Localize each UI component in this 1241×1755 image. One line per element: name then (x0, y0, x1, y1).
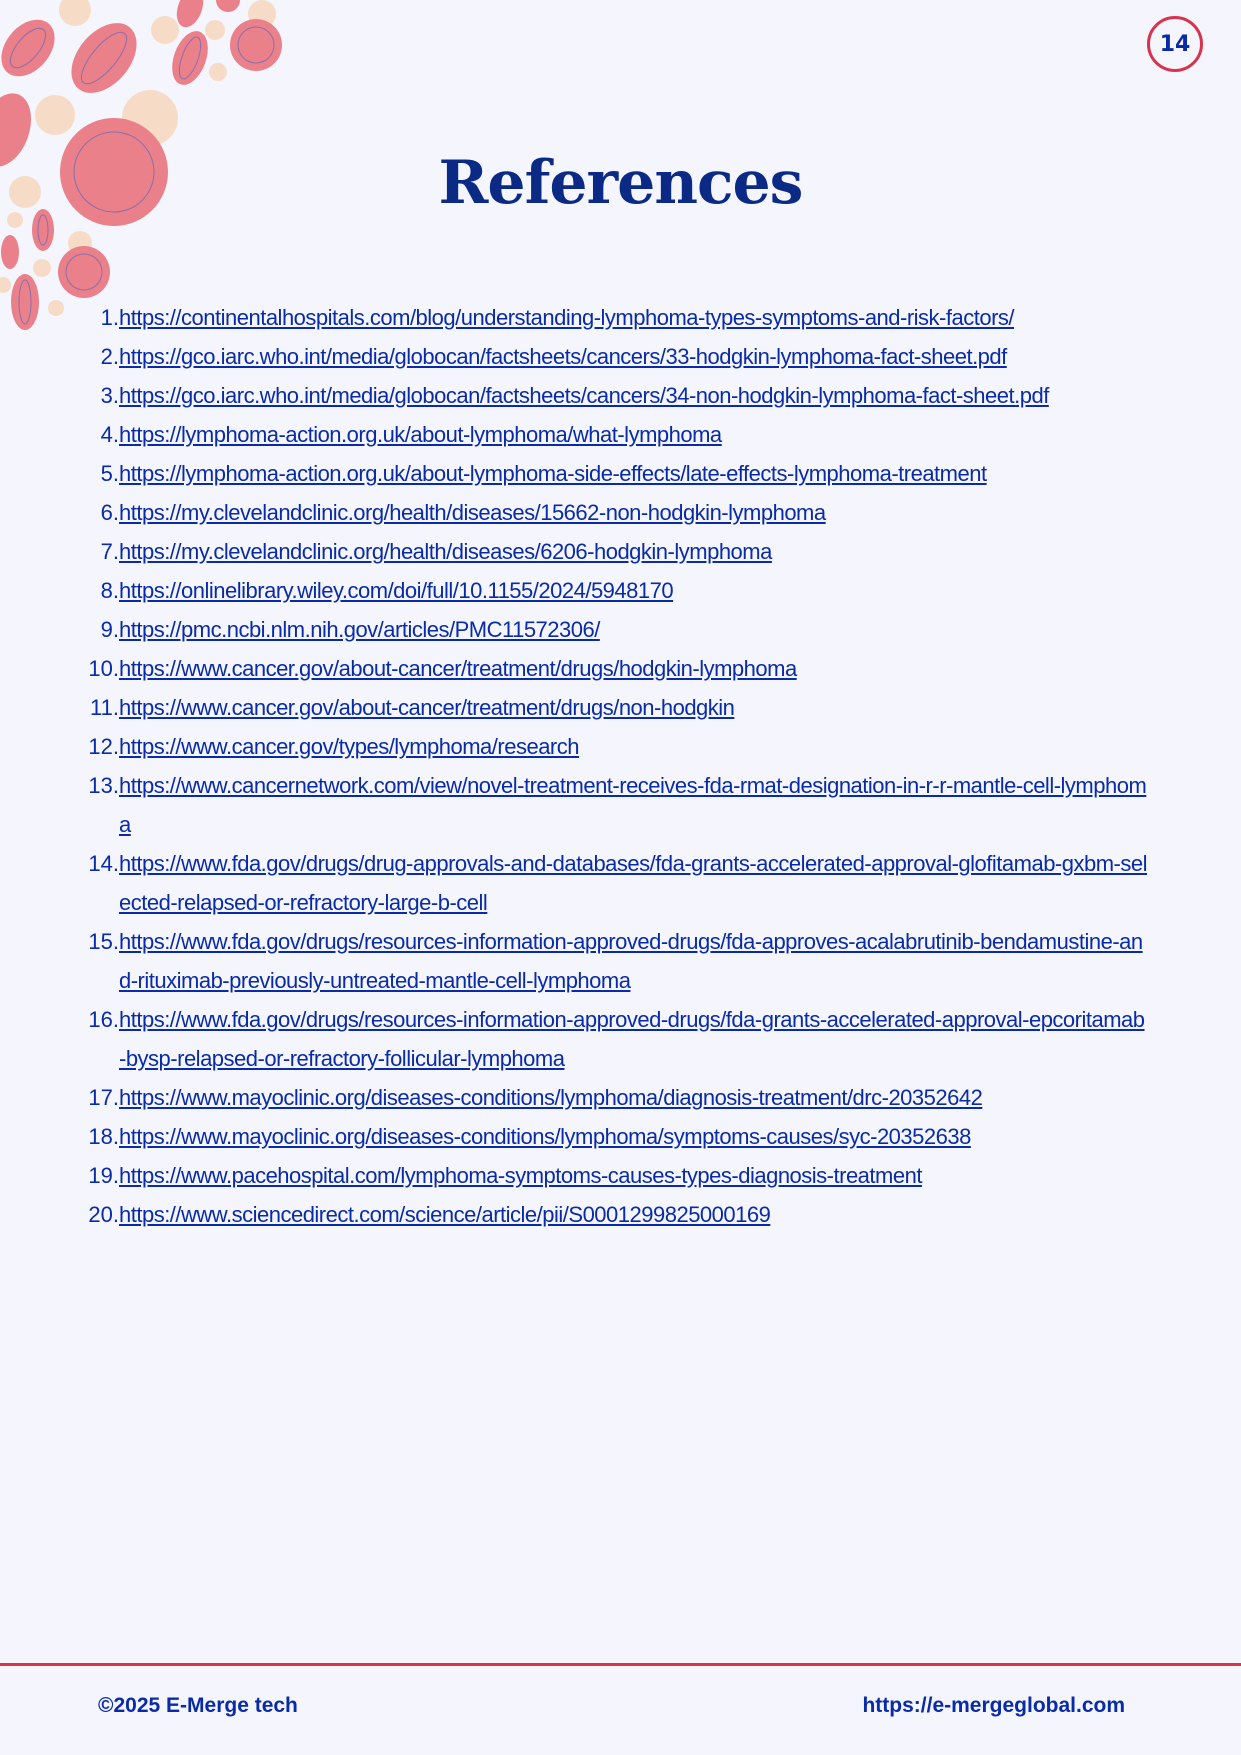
reference-number: 20. (88, 1202, 119, 1227)
reference-number: 19. (88, 1163, 119, 1188)
reference-item (80, 1000, 1160, 1078)
reference-item (80, 571, 1160, 610)
reference-link[interactable]: https://gco.iarc.who.int/media/globocan/factsheets/cancers/33-hodgkin-lymphoma-fact-sheet.pdf (119, 344, 1007, 369)
reference-link[interactable]: https://www.cancernetwork.com/view/novel-treatment-receives-fda-rmat-designation-in-r-r-mantle-cell-lymphoma (119, 773, 1147, 837)
reference-link[interactable]: https://www.cancer.gov/types/lymphoma/research (119, 734, 579, 759)
reference-item (80, 844, 1160, 922)
reference-number: 13. (88, 773, 119, 798)
reference-number: 10. (88, 656, 119, 681)
reference-item (80, 493, 1160, 532)
reference-link[interactable]: https://www.cancer.gov/about-cancer/treatment/drugs/non-hodgkin (119, 695, 735, 720)
reference-link[interactable]: https://onlinelibrary.wiley.com/doi/full/10.1155/2024/5948170 (119, 578, 674, 603)
reference-item (80, 649, 1160, 688)
reference-item (80, 1195, 1160, 1234)
reference-number: 11. (90, 695, 119, 720)
reference-number: 17. (88, 1085, 119, 1110)
reference-number: 16. (88, 1007, 119, 1032)
reference-number: 8. (100, 578, 119, 603)
reference-number: 12. (88, 734, 119, 759)
reference-item (80, 376, 1160, 415)
reference-link[interactable]: https://www.pacehospital.com/lymphoma-symptoms-causes-types-diagnosis-treatment (119, 1163, 922, 1188)
reference-link[interactable]: https://lymphoma-action.org.uk/about-lymphoma-side-effects/late-effects-lymphoma-treatment (119, 461, 987, 486)
reference-number: 2. (100, 344, 119, 369)
reference-number: 5. (100, 461, 119, 486)
reference-number: 15. (88, 929, 119, 954)
reference-link[interactable]: https://www.mayoclinic.org/diseases-conditions/lymphoma/diagnosis-treatment/drc-20352642 (119, 1085, 983, 1110)
reference-item (80, 766, 1160, 844)
reference-item (80, 610, 1160, 649)
reference-link[interactable]: https://my.clevelandclinic.org/health/diseases/6206-hodgkin-lymphoma (119, 539, 772, 564)
reference-item (80, 1078, 1160, 1117)
reference-item (80, 1156, 1160, 1195)
references-list (80, 298, 1160, 1234)
reference-item (80, 337, 1160, 376)
reference-number: 9. (100, 617, 119, 642)
reference-link[interactable]: https://www.cancer.gov/about-cancer/treatment/drugs/hodgkin-lymphoma (119, 656, 797, 681)
reference-link[interactable]: https://my.clevelandclinic.org/health/diseases/15662-non-hodgkin-lymphoma (119, 500, 826, 525)
page-number-badge (1147, 16, 1203, 72)
reference-item (80, 298, 1160, 337)
reference-link[interactable]: https://continentalhospitals.com/blog/understanding-lymphoma-types-symptoms-and-risk-factors/ (119, 305, 1015, 330)
reference-item (80, 532, 1160, 571)
reference-link[interactable]: https://www.fda.gov/drugs/resources-information-approved-drugs/fda-approves-acalabrutinib-bendamustine-and-rituximab-previously-untreated-mantle-cell-lymphoma (119, 929, 1143, 993)
page-number: 14 (1159, 31, 1191, 57)
reference-link[interactable]: https://www.mayoclinic.org/diseases-conditions/lymphoma/symptoms-causes/syc-20352638 (119, 1124, 971, 1149)
reference-item (80, 454, 1160, 493)
page-title: References (438, 148, 803, 218)
footer-divider (0, 1663, 1241, 1666)
footer-website-link[interactable]: https://e-mergeglobal.com (862, 1694, 1125, 1717)
footer-copyright: ©2025 E-Merge tech (98, 1694, 298, 1717)
reference-link[interactable]: https://www.fda.gov/drugs/drug-approvals-and-databases/fda-grants-accelerated-approval-glofitamab-gxbm-selected-relapsed-or-refractory-large-b-cell (119, 851, 1147, 915)
reference-number: 3. (100, 383, 119, 408)
reference-number: 4. (100, 422, 119, 447)
reference-item (80, 688, 1160, 727)
reference-link[interactable]: https://lymphoma-action.org.uk/about-lymphoma/what-lymphoma (119, 422, 722, 447)
reference-item (80, 922, 1160, 1000)
reference-item (80, 415, 1160, 454)
reference-item (80, 1117, 1160, 1156)
reference-number: 6. (100, 500, 119, 525)
reference-link[interactable]: https://www.fda.gov/drugs/resources-information-approved-drugs/fda-grants-accelerated-approval-epcoritamab-bysp-relapsed-or-refractory-follicular-lymphoma (119, 1007, 1145, 1071)
reference-number: 7. (100, 539, 119, 564)
reference-number: 14. (88, 851, 119, 876)
reference-number: 1. (100, 305, 119, 330)
reference-link[interactable]: https://gco.iarc.who.int/media/globocan/factsheets/cancers/34-non-hodgkin-lymphoma-fact-sheet.pdf (119, 383, 1049, 408)
reference-item (80, 727, 1160, 766)
reference-link[interactable]: https://pmc.ncbi.nlm.nih.gov/articles/PMC11572306/ (119, 617, 600, 642)
reference-link[interactable]: https://www.sciencedirect.com/science/article/pii/S0001299825000169 (119, 1202, 771, 1227)
reference-number: 18. (88, 1124, 119, 1149)
